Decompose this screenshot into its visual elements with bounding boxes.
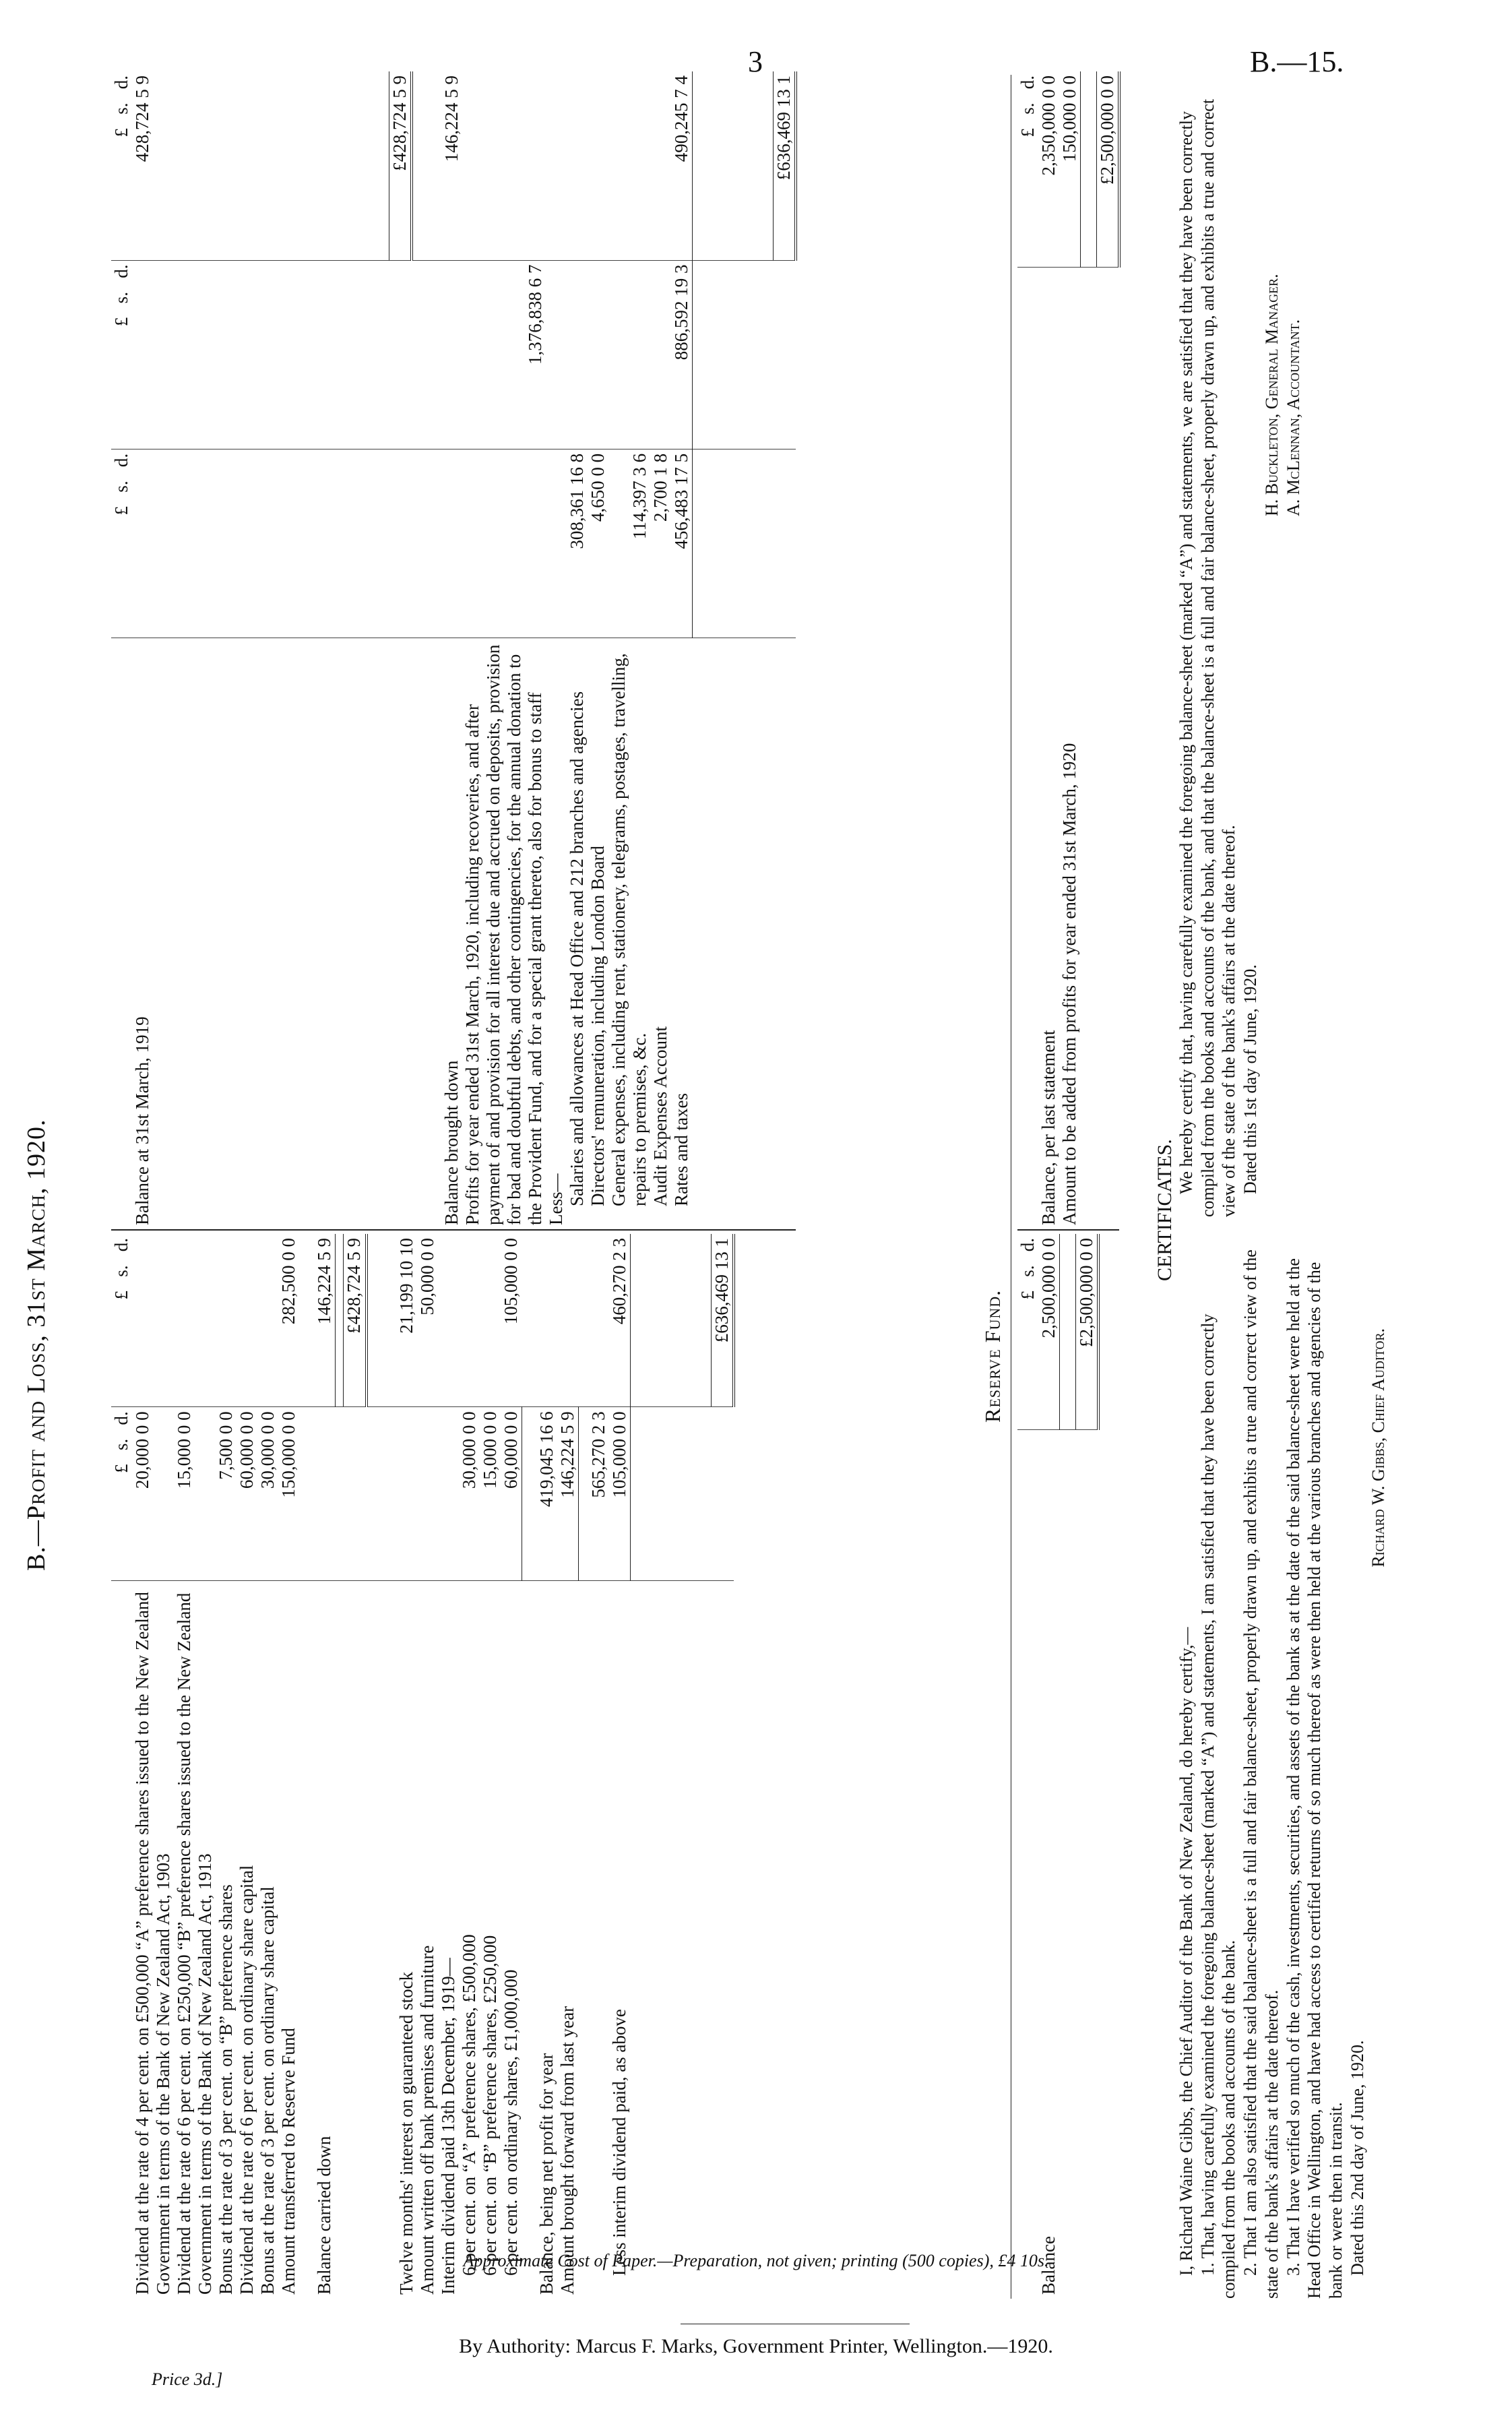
currency-header <box>111 71 132 1230</box>
row-desc <box>1076 1429 1099 2299</box>
total-row <box>1097 71 1120 1230</box>
auditor-date: Dated this 2nd day of June, 1920. <box>1347 2040 1367 2276</box>
row-amount <box>396 1407 417 1580</box>
row-amount <box>567 260 588 449</box>
row-desc <box>711 1580 734 2299</box>
row-desc: Amount written off bank premises and furniture <box>416 1945 437 2295</box>
profit-loss-debit <box>111 1234 735 2299</box>
page-number: 3 <box>748 45 763 78</box>
row-desc <box>774 638 796 1230</box>
row-desc: Amount to be added from profits for year ended 31st March, 1920 <box>1059 267 1081 1230</box>
row-amount: 105,000 0 0 <box>501 1234 522 1407</box>
row-desc: Twelve months' interest on guaranteed stock <box>396 1971 416 2295</box>
row-amount: 490,245 7 4 <box>671 71 693 260</box>
row-amount: 150,000 0 0 <box>1059 71 1081 267</box>
row-amount: 60,000 0 0 <box>501 1407 522 1580</box>
row-amount <box>650 71 671 260</box>
document-code: B.—15. <box>1250 45 1344 78</box>
reserve-fund-title: Reserve Fund. <box>980 1289 1005 1423</box>
row-amount <box>389 260 412 449</box>
table-row <box>216 1234 237 2299</box>
row-desc: Bonus at the rate of 3 per cent. on “B” preference shares <box>216 1884 237 2295</box>
row-desc: Salaries and allowances at Head Office and 212 branches and agencies <box>567 638 588 1230</box>
row-amount: 456,483 17 5 <box>671 449 693 638</box>
currency-header-a: £ s. d. <box>1017 71 1038 267</box>
accountant-signature: A. McLennan, Accountant. <box>1283 319 1303 516</box>
row-amount: 15,000 0 0 <box>174 1407 216 1580</box>
row-amount: 146,224 5 9 <box>557 1407 579 1580</box>
row-desc: Bonus at the rate of 3 per cent. on ordinary share capital <box>257 1886 278 2295</box>
row-amount <box>536 1234 557 1407</box>
row-amount <box>441 449 462 638</box>
table-row <box>501 1234 522 2299</box>
table-row <box>671 71 693 1230</box>
row-amount: 105,000 0 0 <box>609 1407 631 1580</box>
row-desc: Dividend at the rate of 6 per cent. on ordinary share capital <box>237 1865 257 2295</box>
table-row <box>609 1234 631 2299</box>
table-row <box>1059 71 1081 1230</box>
printer-authority: By Authority: Marcus F. Marks, Government Printer, Wellington.—1920. <box>459 2335 1053 2357</box>
table-row <box>557 1234 579 2299</box>
managers-certificate <box>1176 85 1304 1217</box>
currency-header <box>1017 1234 1038 2299</box>
row-total: £2,500,000 0 0 <box>1076 1234 1099 1429</box>
table-row <box>278 1234 299 2299</box>
row-amount <box>462 71 546 260</box>
row-amount <box>174 1234 216 1407</box>
table-row <box>459 1234 480 2299</box>
row-desc: Audit Expenses Account <box>650 638 671 1230</box>
total-row <box>774 71 796 1230</box>
table-row <box>314 1234 336 2299</box>
row-amount <box>132 1234 174 1407</box>
row-amount: 15,000 0 0 <box>480 1407 501 1580</box>
row-desc: Interim dividend paid 13th December, 1919— <box>437 1958 458 2295</box>
row-total: £2,500,000 0 0 <box>1097 71 1120 267</box>
total-row <box>711 1234 734 2299</box>
row-amount: 2,500,000 0 0 <box>1038 1234 1060 1429</box>
row-desc <box>588 1580 609 2299</box>
row-total: £428,724 5 9 <box>389 71 412 260</box>
row-amount <box>441 260 462 449</box>
row-desc: Rates and taxes <box>671 638 693 1230</box>
row-desc: Balance, per last statement <box>1038 267 1059 1230</box>
reserve-credit <box>1017 71 1121 1231</box>
auditor-certificate <box>1176 1247 1389 2299</box>
row-desc: General expenses, including rent, stationery, telegrams, postages, travelling, repairs to premises, &c. <box>608 638 650 1230</box>
row-amount: 419,045 16 6 <box>536 1407 557 1580</box>
row-amount <box>132 449 153 638</box>
row-desc: 6 per cent. on “A” preference shares, £500,000 <box>458 1934 479 2276</box>
row-amount <box>438 1407 459 1580</box>
row-desc: Dividend at the rate of 6 per cent. on £250,000 “B” preference shares issued to the New Zealand Government in terms of the Bank of New Zealand Act, 1913 <box>174 1592 216 2295</box>
table-row <box>1038 1234 1060 2299</box>
certificates-title: CERTIFICATES. <box>1154 1139 1176 1281</box>
row-amount <box>774 449 796 638</box>
auditor-intro: I, Richard Waine Gibbs, the Chief Auditor of the Bank of New Zealand, do hereby certify,— <box>1176 1627 1196 2276</box>
table-row <box>588 1234 609 2299</box>
row-amount <box>774 260 796 449</box>
row-amount <box>588 260 608 449</box>
table-row <box>417 1234 438 2299</box>
table-row <box>438 1234 459 2299</box>
row-desc: Balance, being net profit for year <box>536 2053 557 2295</box>
row-desc: Balance at 31st March, 1919 <box>132 638 153 1230</box>
row-amount: 428,724 5 9 <box>132 71 153 260</box>
row-amount <box>257 1234 278 1407</box>
row-amount: 2,700 1 8 <box>650 449 671 638</box>
reserve-debit <box>1017 1234 1100 2299</box>
row-total: £636,469 13 1 <box>711 1234 734 1407</box>
row-amount: 146,224 5 9 <box>314 1234 336 1407</box>
total-row <box>389 71 412 1230</box>
row-amount <box>650 260 671 449</box>
auditor-clause-3: 3. That I have verified so much of the cash, investments, securities, and assets of the bank as at the date of the said balance-sheet were held at the Head Office in Wellington, and have had access to certified returns of so much thereof as were then held at the various branches and agencies of the bank or were then in transit. <box>1283 1258 1346 2299</box>
row-amount: 565,270 2 3 <box>588 1407 609 1580</box>
total-row <box>344 1234 367 2299</box>
row-amount <box>608 260 650 449</box>
row-amount: 21,199 10 10 <box>396 1234 417 1407</box>
row-amount <box>711 1407 734 1580</box>
row-desc <box>389 638 412 1230</box>
table-row <box>441 71 462 1230</box>
managers-statement: We hereby certify that, having carefully examined the foregoing balance-sheet (marked “A”) and statements, we are satisfied that they have been correctly compiled from the books and accounts of the bank, and that the balance-sheet is a full and fair balance-sheet, properly drawn up, and exhibits a true and correct view of the state of the bank's affairs at the date thereof. <box>1176 98 1239 1217</box>
row-amount <box>588 1234 609 1407</box>
row-amount <box>546 260 567 449</box>
row-amount: 7,500 0 0 <box>216 1407 237 1580</box>
row-amount <box>546 449 567 638</box>
row-desc: Directors' remuneration, including London Board <box>588 638 608 1230</box>
manager-signature: H. Buckleton, General Manager. <box>1261 274 1282 516</box>
row-amount: 460,270 2 3 <box>609 1234 631 1407</box>
row-desc: Amount transferred to Reserve Fund <box>278 2028 299 2295</box>
row-amount: 308,361 16 8 <box>567 449 588 638</box>
row-amount: 30,000 0 0 <box>459 1407 480 1580</box>
price-note: Price 3d.] <box>152 2369 223 2389</box>
table-row <box>257 1234 278 2299</box>
row-amount <box>459 1234 480 1407</box>
currency-header-a: £ s. d. <box>1017 1234 1038 1429</box>
currency-header-a2: £ s. d. <box>111 260 132 449</box>
currency-header <box>1017 71 1038 1230</box>
table-row <box>174 1234 216 2299</box>
cost-note: Approximate Cost of Paper.—Preparation, not given; printing (500 copies), £4 10s. <box>463 2251 1049 2270</box>
row-amount: 1,376,838 6 7 <box>462 260 546 449</box>
row-amount: 886,592 19 3 <box>671 260 693 449</box>
row-amount: 30,000 0 0 <box>257 1407 278 1580</box>
row-amount <box>557 1234 579 1407</box>
row-amount <box>608 71 650 260</box>
row-amount <box>588 71 608 260</box>
row-desc: Balance carried down <box>314 2136 335 2295</box>
auditor-clause-1: 1. That, having carefully examined the foregoing balance-sheet (marked “A”) and statements, I am satisfied that they have been correctly compiled from the books and accounts of the bank. <box>1197 1313 1239 2299</box>
row-total: £428,724 5 9 <box>344 1234 367 1407</box>
row-amount <box>216 1234 237 1407</box>
row-desc <box>1097 267 1120 1230</box>
currency-header-a1: £ s. d. <box>111 1407 132 1580</box>
row-amount <box>438 1234 459 1407</box>
total-row <box>1076 1234 1099 2299</box>
currency-header-a2: £ s. d. <box>111 1234 132 1407</box>
row-desc: Balance <box>1038 2236 1059 2295</box>
row-desc: 6 per cent. on “B” preference shares, £250,000 <box>479 1935 500 2276</box>
row-amount: 4,650 0 0 <box>588 449 608 638</box>
table-row <box>462 71 546 1230</box>
row-amount <box>314 1407 336 1580</box>
table-row <box>608 71 650 1230</box>
managers-date: Dated this 1st day of June, 1920. <box>1240 964 1261 1194</box>
table-row <box>132 71 153 1230</box>
row-desc: 6 per cent. on ordinary shares, £1,000,000 <box>500 1969 521 2276</box>
row-amount <box>132 260 153 449</box>
row-amount: 2,350,000 0 0 <box>1038 71 1059 267</box>
row-amount <box>417 1407 438 1580</box>
row-amount: 50,000 0 0 <box>417 1234 438 1407</box>
table-row <box>650 71 671 1230</box>
table-row <box>1038 71 1059 1230</box>
currency-header-a1: £ s. d. <box>111 449 132 638</box>
row-total: £636,469 13 1 <box>774 71 796 260</box>
row-desc: Dividend at the rate of 4 per cent. on £500,000 “A” preference shares issued to the New Zealand Government in terms of the Bank of New Zealand Act, 1903 <box>132 1592 174 2295</box>
row-desc: Less— <box>546 638 567 1230</box>
row-desc: Profits for year ended 31st March, 1920, including recoveries, and after payment of and provision for all interest due and accrued on deposits, provision for bad and doubtful debts, and other contingencies, for the annual donation to the Provident Fund, and for a special grant thereto, also for bonus to staff <box>462 638 546 1230</box>
auditor-clause-2: 2. That I am also satisfied that the said balance-sheet is a full and fair balance-sheet, properly drawn up, and exhibits a true and correct view of the state of the bank's affairs at the date thereof. <box>1240 1249 1282 2299</box>
row-amount <box>344 1407 367 1580</box>
currency-header-a3: £ s. d. <box>111 71 132 260</box>
currency-header <box>111 1234 132 2299</box>
table-row <box>536 1234 557 2299</box>
row-amount: 114,397 3 6 <box>608 449 650 638</box>
row-desc: Balance brought down <box>441 638 462 1230</box>
row-amount <box>567 71 588 260</box>
table-row <box>237 1234 257 2299</box>
table-row <box>588 71 608 1230</box>
table-row <box>396 1234 417 2299</box>
row-amount: 20,000 0 0 <box>132 1407 174 1580</box>
row-amount <box>462 449 546 638</box>
row-amount: 60,000 0 0 <box>237 1407 257 1580</box>
row-amount <box>389 449 412 638</box>
table-row <box>480 1234 501 2299</box>
page-title: B.—Profit and Loss, 31st March, 1920. <box>22 1119 51 1571</box>
row-amount: 282,500 0 0 <box>278 1234 299 1407</box>
row-desc: Less interim dividend paid, as above <box>608 2009 629 2276</box>
table-row <box>546 71 567 1230</box>
row-amount: 150,000 0 0 <box>278 1407 299 1580</box>
row-amount <box>237 1234 257 1407</box>
auditor-signature: Richard W. Gibbs, Chief Auditor. <box>1368 1328 1389 1568</box>
row-amount: 146,224 5 9 <box>441 71 462 260</box>
table-row <box>567 71 588 1230</box>
row-amount <box>546 71 567 260</box>
row-desc: Amount brought forward from last year <box>557 2006 578 2295</box>
table-row <box>132 1234 174 2299</box>
profit-loss-credit <box>111 71 797 1231</box>
row-amount <box>480 1234 501 1407</box>
row-desc <box>344 1580 367 2299</box>
